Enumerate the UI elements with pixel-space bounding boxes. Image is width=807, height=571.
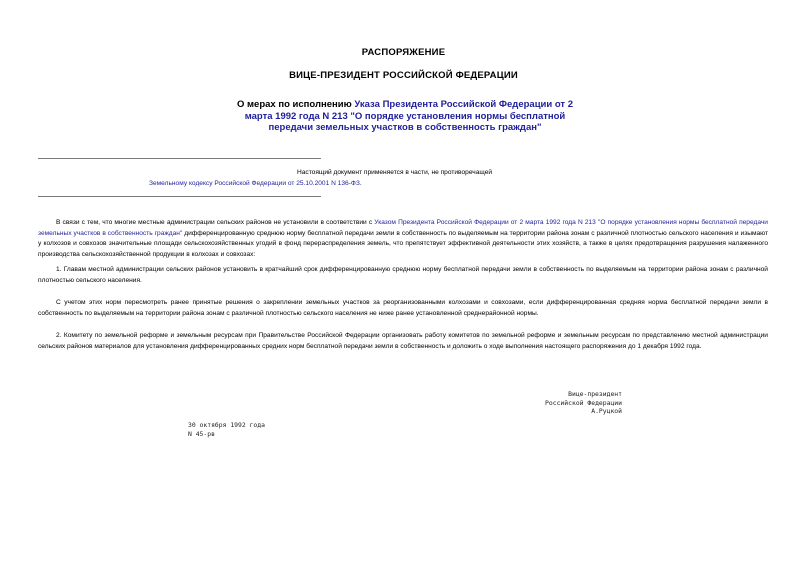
signature-title: Вице-президент [568, 390, 622, 398]
signature-country: Российской Федерации [545, 398, 622, 407]
applicability-note: Настоящий документ применяется в части, не противоречащей [297, 169, 493, 176]
bottom-divider [38, 196, 321, 197]
decree-link[interactable]: Указа Президента Российской Федерации от 2 марта 1992 года N 213 "О порядке установления нормы бесплатной передачи земельных участков в собственность граждан" [244, 99, 573, 133]
document-subject [230, 99, 580, 134]
decree-link-inline[interactable]: Указом Президента Российской Федерации от 2 марта 1992 года N 213 "О порядке установления нормы бесплатной передачи земельных участков в собственность граждан" [38, 219, 768, 237]
top-divider [38, 158, 321, 159]
preamble-text-start: В связи с тем, что многие местные администрации сельских районов не установили в соответствии с [56, 219, 375, 226]
preamble-text-end: дифференцированную среднюю норму бесплатной передачи земли в собственность по выделяемым на территории района зонам с различной плотностью сельского населения и изымают у колхозов и совхозов значительные площади сельскохозяйственных угодий в фонд перераспределения земель, что препятствует эффективной деятельности этих хозяйств, а также в целях предотвращения разрушения налаженного производства сельскохозяйственной продукции в колхозах и совхозах: [38, 229, 768, 258]
applicability-note-line2 [149, 180, 362, 187]
document-type-heading: РАСПОРЯЖЕНИЕ [361, 47, 446, 58]
document-number: N 45-рв [188, 429, 215, 438]
note-end: . [359, 180, 362, 187]
signature-name: А.Руцкой [591, 407, 622, 416]
clause-1-continuation-paragraph: С учетом этих норм пересмотреть ранее принятые решения о закреплении земельных участков за реорганизованными колхозами и совхозами, если дифференцированная средняя норма бесплатной передачи земли в собственность по выделяемым на территории района зонам с различной плотностью сельского населения не ниже ранее установленной среднерайонной нормы. [38, 299, 768, 317]
land-code-link[interactable]: Земельному кодексу Российской Федерации от 25.10.2001 N 136-ФЗ [149, 180, 360, 187]
subject-prefix: О мерах по исполнению [237, 99, 355, 110]
preamble-paragraph [38, 218, 768, 260]
signature-block [520, 390, 622, 416]
issuer-heading: ВИЦЕ-ПРЕЗИДЕНТ РОССИЙСКОЙ ФЕДЕРАЦИИ [289, 70, 518, 81]
date-number-block [188, 421, 265, 438]
clause-2-paragraph: 2. Комитету по земельной реформе и земельным ресурсам при Правительстве Российской Федерации организовать работу комитетов по земельной реформе и земельным ресурсам по представлению местной администрации сельских районов материалов для установления дифференцированных средних норм бесплатной передачи земли в собственность и доложить о ходе выполнения настоящего распоряжения до 1 декабря 1992 года. [38, 332, 768, 350]
clause-1-paragraph: 1. Главам местной администрации сельских районов установить в кратчайший срок дифференцированную среднюю норму бесплатной передачи земли в собственность по выделяемым на территории района зонам с различной плотностью сельского населения. [38, 266, 768, 284]
document-date: 30 октября 1992 года [188, 421, 265, 429]
